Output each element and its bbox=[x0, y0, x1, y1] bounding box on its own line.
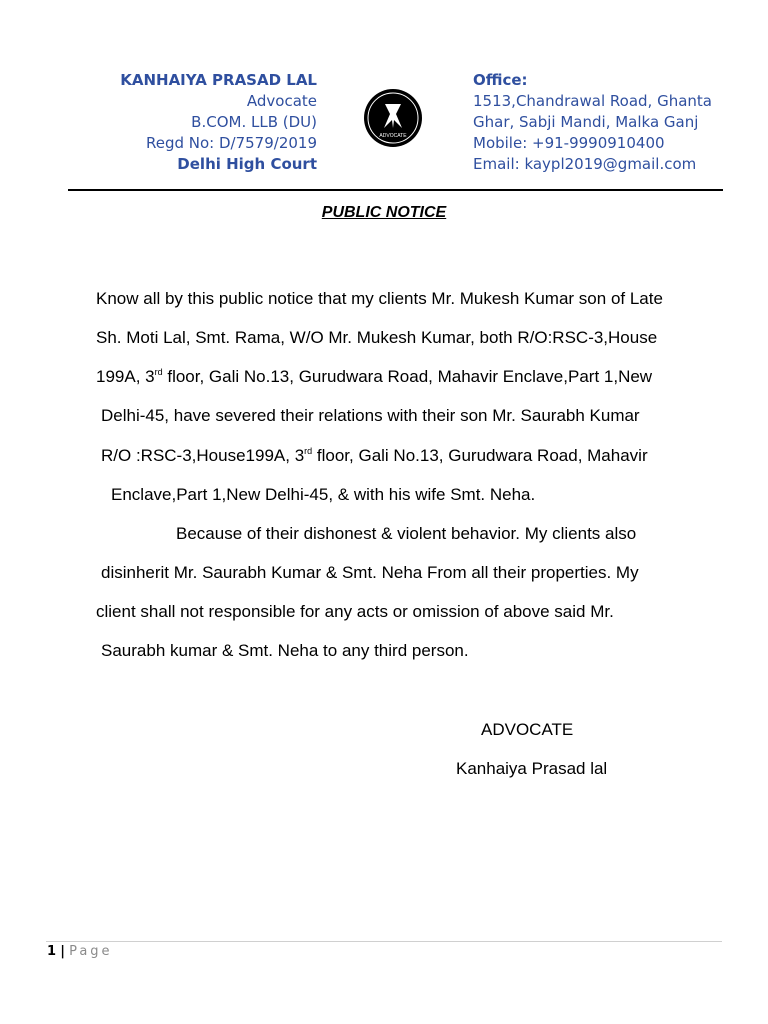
registration-number: Regd No: D/7579/2019 bbox=[145, 134, 317, 152]
notice-line-10: Saurabh kumar & Smt. Neha to any third person. bbox=[101, 641, 469, 660]
notice-line-6: Enclave,Part 1,New Delhi-45, & with his wife Smt. Neha. bbox=[111, 485, 536, 504]
header-divider bbox=[68, 189, 723, 191]
advocate-degree: B.COM. LLB (DU) bbox=[191, 113, 317, 131]
footer-divider bbox=[46, 941, 722, 942]
advocate-name: KANHAIYA PRASAD LAL bbox=[120, 71, 317, 89]
advocate-emblem-icon bbox=[363, 88, 423, 148]
page-footer bbox=[47, 944, 113, 959]
notice-line-4: Delhi-45, have severed their relations with their son Mr. Saurabh Kumar bbox=[101, 406, 640, 425]
notice-line-5: R/O :RSC-3,House199A, 3rd floor, Gali No.13, Gurudwara Road, Mahavir bbox=[101, 446, 648, 465]
court-name: Delhi High Court bbox=[177, 155, 317, 173]
letterhead-left bbox=[17, 70, 317, 175]
notice-line-2: Sh. Moti Lal, Smt. Rama, W/O Mr. Mukesh Kumar, both R/O:RSC-3,House bbox=[96, 328, 658, 347]
notice-line-1: Know all by this public notice that my clients Mr. Mukesh Kumar son of Late bbox=[96, 289, 663, 308]
notice-line-9: client shall not responsible for any acts or omission of above said Mr. bbox=[96, 602, 614, 621]
letterhead-right bbox=[473, 70, 763, 175]
notice-heading: PUBLIC NOTICE bbox=[321, 204, 447, 221]
page-number: 1 bbox=[47, 944, 57, 959]
signature-name: Kanhaiya Prasad lal bbox=[456, 759, 608, 778]
office-email: Email: kaypl2019@gmail.com bbox=[473, 155, 697, 173]
notice-line-7: Because of their dishonest & violent behavior. My clients also bbox=[176, 524, 637, 543]
office-mobile: Mobile: +91-9990910400 bbox=[473, 134, 665, 152]
notice-line-8: disinherit Mr. Saurabh Kumar & Smt. Neha From all their properties. My bbox=[101, 563, 639, 582]
office-label: Office: bbox=[473, 71, 528, 89]
emblem-text: ADVOCATE bbox=[379, 133, 407, 139]
notice-line-3: 199A, 3rd floor, Gali No.13, Gurudwara Road, Mahavir Enclave,Part 1,New bbox=[96, 367, 653, 386]
signature-role: ADVOCATE bbox=[481, 720, 574, 739]
advocate-title: Advocate bbox=[246, 92, 317, 110]
page-label: Page bbox=[69, 944, 113, 959]
office-address-line2: Ghar, Sabji Mandi, Malka Ganj bbox=[473, 113, 699, 131]
office-address-line1: 1513,Chandrawal Road, Ghanta bbox=[473, 92, 712, 110]
page-separator: | bbox=[60, 944, 65, 959]
